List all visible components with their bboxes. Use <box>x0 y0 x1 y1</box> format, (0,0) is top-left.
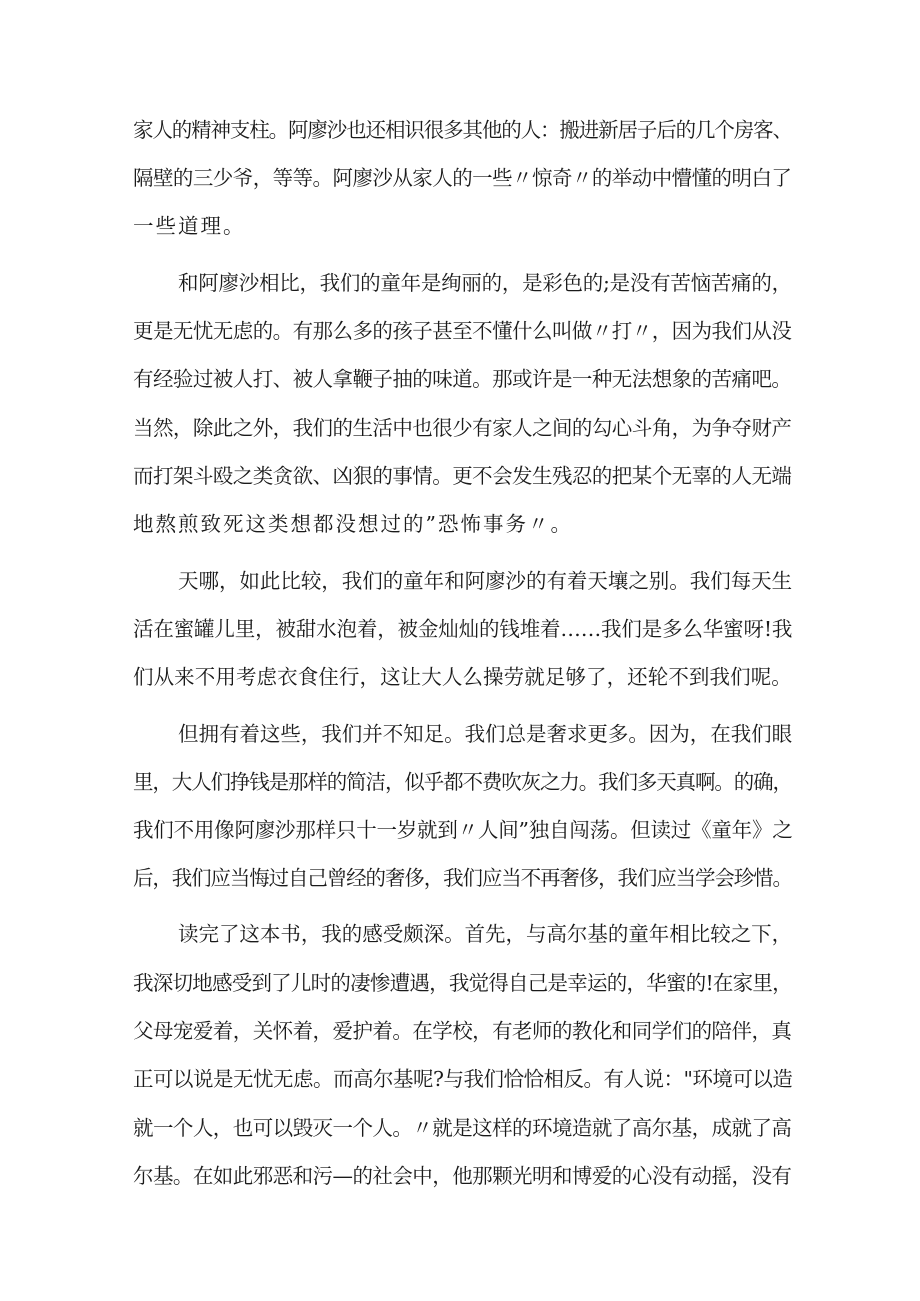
text-line: 父母宠爱着，关怀着，爱护着。在学校，有老师的教化和同学们的陪伴，真 <box>133 1019 792 1043</box>
text-line: 而打架斗殴之类贪欲、凶狠的事情。更不会发生残忍的把某个无辜的人无端 <box>133 464 792 488</box>
text-line: 和阿廖沙相比，我们的童年是绚丽的，是彩色的;是没有苦恼苦痛的， <box>178 271 792 295</box>
text-line: 一些道理。 <box>133 214 246 238</box>
text-line: 就一个人，也可以毁灭一个人。〃就是这样的环境造就了高尔基，成就了高 <box>133 1116 792 1140</box>
text-line: 更是无忧无虑的。有那么多的孩子甚至不懂什么叫做〃打〃，因为我们从没 <box>133 319 792 343</box>
text-line: 天哪，如此比较，我们的童年和阿廖沙的有着天壤之别。我们每天生 <box>178 569 793 593</box>
text-line: 我们不用像阿廖沙那样只十一岁就到〃人间”独自闯荡。但读过《童年》之 <box>133 818 793 842</box>
text-line: 地熬煎致死这类想都没想过的”恐怖事务〃。 <box>133 512 573 536</box>
text-line: 我深切地感受到了儿时的凄惨遭遇，我觉得自己是幸运的，华蜜的!在家里， <box>133 971 792 995</box>
text-line: 活在蜜罐儿里，被甜水泡着，被金灿灿的钱堆着……我们是多么华蜜呀!我 <box>133 617 793 641</box>
text-line: 后，我们应当悔过自己曾经的奢侈，我们应当不再奢侈，我们应当学会珍惜。 <box>133 866 792 890</box>
text-line: 但拥有着这些，我们并不知足。我们总是奢求更多。因为，在我们眼 <box>178 722 793 746</box>
text-line: 当然，除此之外，我们的生活中也很少有家人之间的勾心斗角，为争夺财产 <box>133 416 792 440</box>
text-line: 正可以说是无忧无虑。而高尔基呢?与我们恰恰相反。有人说："环境可以造 <box>133 1067 793 1091</box>
text-line: 尔基。在如此邪恶和污—的社会中，他那颗光明和博爱的心没有动摇，没有 <box>133 1164 792 1188</box>
text-line: 家人的精神支柱。阿廖沙也还相识很多其他的人：搬进新居子后的几个房客、 <box>133 118 792 142</box>
text-line: 读完了这本书，我的感受颇深。首先，与高尔基的童年相比较之下， <box>178 922 793 946</box>
text-line: 隔壁的三少爷，等等。阿廖沙从家人的一些〃惊奇〃的举动中懵懂的明白了 <box>133 166 792 190</box>
text-line: 里，大人们挣钱是那样的简洁，似乎都不费吹灰之力。我们多天真啊。的确， <box>133 770 792 794</box>
text-line: 有经验过被人打、被人拿鞭子抽的味道。那或许是一种无法想象的苦痛吧。 <box>133 367 792 391</box>
text-line: 们从来不用考虑衣食住行，这让大人么操劳就足够了，还轮不到我们呢。 <box>133 665 792 689</box>
